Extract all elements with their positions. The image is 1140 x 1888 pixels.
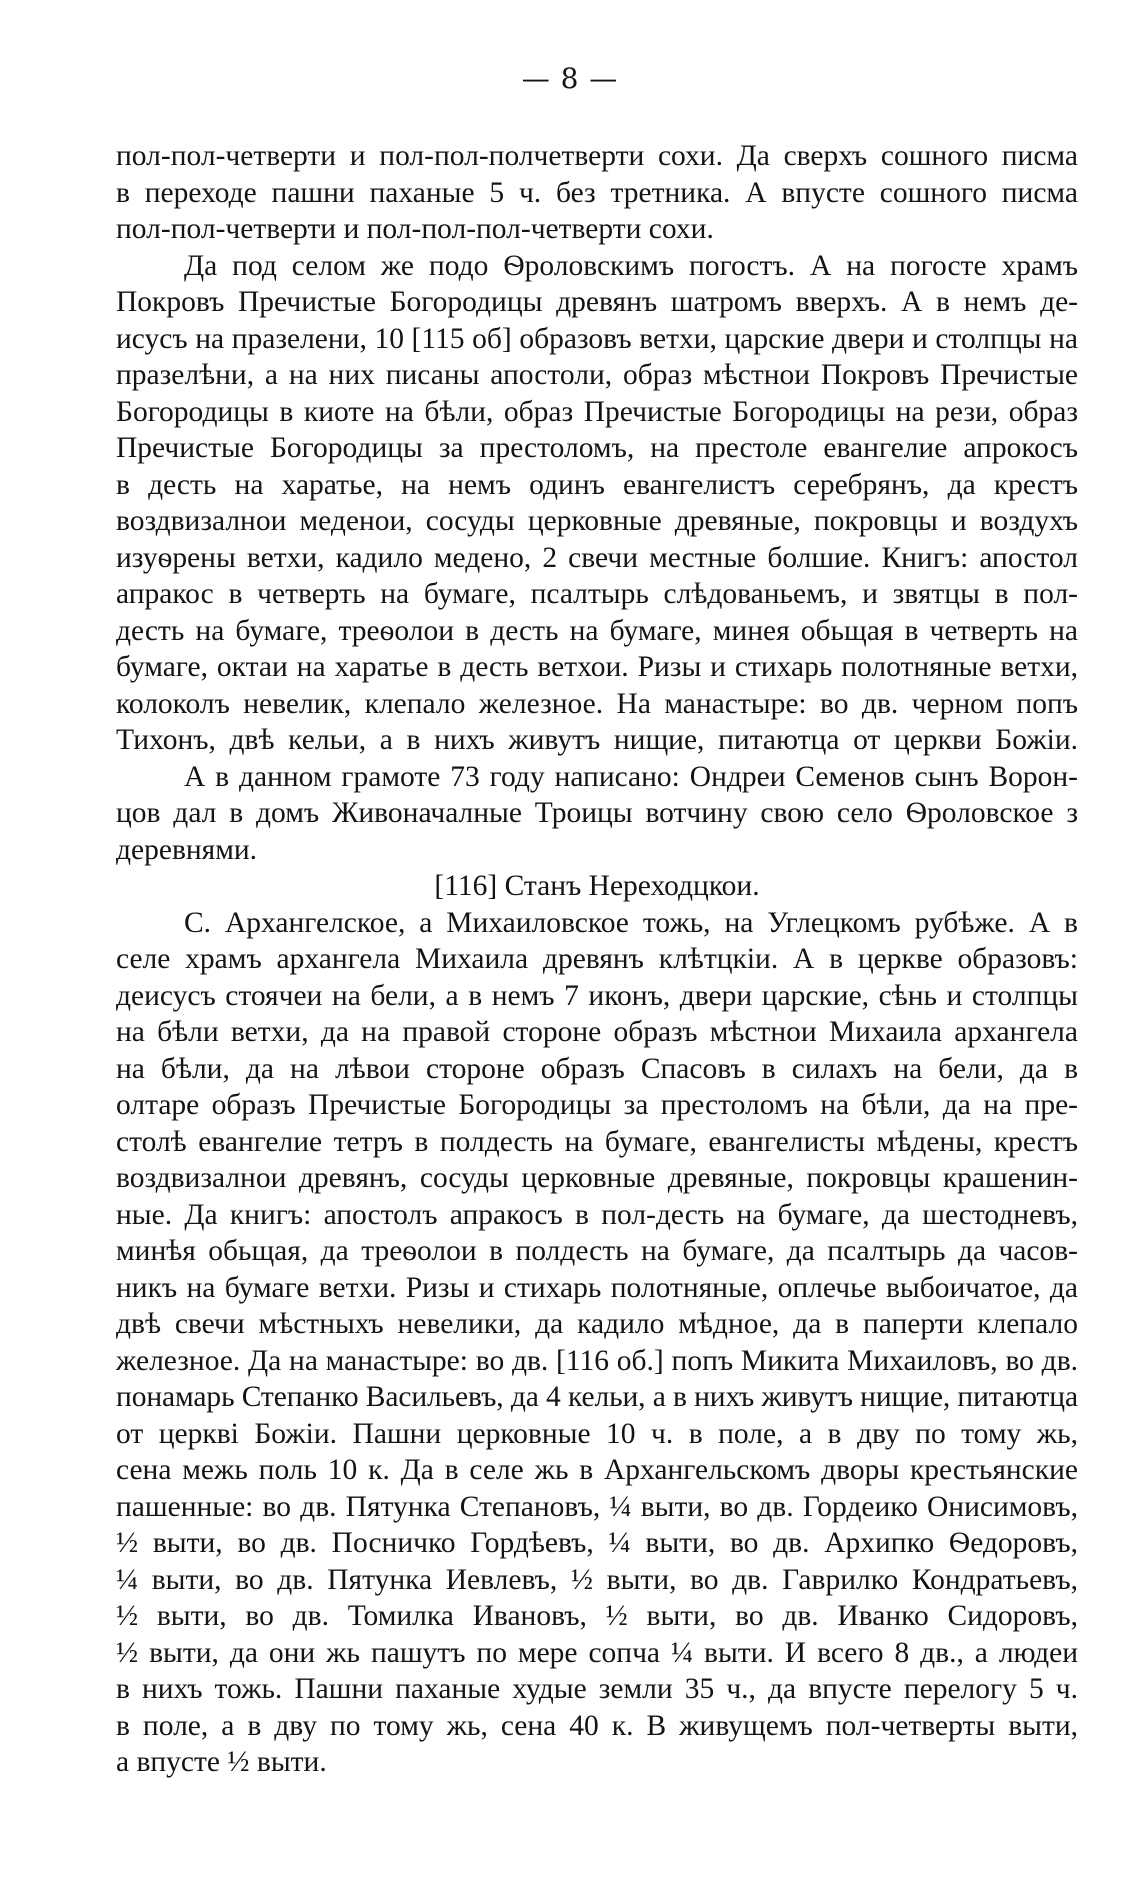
- text-line: ½ выти, да они жь пашутъ по мере сопча ¼ выти. И всего 8 дв., а людеи: [116, 1636, 1078, 1669]
- text-line: селе храмъ архангела Михаила древянъ клѣтцкiи. А в церкве образовъ:: [116, 943, 1078, 975]
- text-line: изуѳрены ветхи, кадило медено, 2 свечи местные болшие. Книгъ: апостол: [116, 541, 1078, 574]
- text-line: в десть на харатье, на немъ одинъ евангелистъ серебрянъ, да крестъ: [116, 468, 1078, 501]
- text-line: десть на бумаге, треѳолои в десть на бумаге, минея обьщая в четверть на: [116, 614, 1078, 647]
- text-line: понамарь Степанко Васильевъ, да 4 кельи, а в нихъ живутъ нищие, питаютца: [116, 1381, 1078, 1413]
- text-line: столѣ евангелие тетръ в полдесть на бумаге, евангелисты мѣдены, крестъ: [116, 1125, 1078, 1158]
- text-line: а впусте ½ выти.: [116, 1746, 327, 1778]
- text-line: минѣя обьщая, да треѳолои в полдесть на бумаге, да псалтырь да часов-: [116, 1235, 1078, 1267]
- text-line: двѣ свечи мѣстныхъ невелики, да кадило мѣдное, да в паперти клепало: [116, 1308, 1078, 1340]
- text-line: никъ на бумаге ветхи. Ризы и стихарь полотняные, оплечье выбоичатое, да: [116, 1271, 1078, 1304]
- text-line: Покровъ Пречистые Богородицы древянъ шатромъ вверхъ. А в немъ де-: [116, 286, 1078, 318]
- text-line: апракос в четверть на бумаге, псалтырь слѣдованьемъ, и звятцы в пол-: [116, 578, 1078, 610]
- text-line: воздвизалнои меденои, сосуды церковные древяные, покровцы и воздухъ: [116, 505, 1078, 537]
- text-line: от церквi Божiи. Пашни церковные 10 ч. в поле, а в дву по тому жь,: [116, 1417, 1078, 1450]
- text-line: деревнями.: [116, 833, 258, 866]
- text-line: Богородицы в киоте на бѣли, образ Пречистые Богородицы на рези, образ: [116, 395, 1078, 428]
- text-line: пол-пол-четверти и пол-пол-пол-четверти сохи.: [116, 213, 714, 245]
- text-line: ½ выти, во дв. Посничко Гордѣевъ, ¼ выти, во дв. Архипко Ѳедоровъ,: [116, 1527, 1078, 1559]
- text-line: в поле, а в дву по тому жь, сена 40 к. В живущемъ пол-четверты выти,: [116, 1709, 1078, 1742]
- text-line: исусъ на празелени, 10 [115 об] образовъ ветхи, царские двери и столпцы на: [116, 322, 1078, 355]
- text-line: ½ выти, во дв. Томилка Ивановъ, ½ выти, во дв. Иванко Сидоровъ,: [116, 1600, 1078, 1632]
- text-line: сена межь поль 10 к. Да в селе жь в Архангельскомъ дворы крестьянские: [116, 1454, 1078, 1486]
- text-line: на бѣли, да на лѣвои стороне образъ Спасовъ в силахъ на бели, да в: [116, 1052, 1078, 1085]
- page-text: [116, 138, 1078, 1781]
- text-line: в нихъ тожь. Пашни паханые худые земли 35 ч., да впусте перелогу 5 ч.: [116, 1673, 1078, 1705]
- text-line: Пречистые Богородицы за престоломъ, на престоле евангелие апрокосъ: [116, 432, 1078, 464]
- text-line: колоколъ невелик, клепало железное. На манастыре: во дв. черном попъ: [116, 687, 1078, 720]
- text-line: Тихонъ, двѣ кельи, а в нихъ живутъ нищие, питаютца от церкви Божiи.: [116, 724, 1078, 756]
- text-line: деисусъ стоячеи на бели, а в немъ 7 иконъ, двери царские, сѣнь и столпцы: [116, 979, 1078, 1012]
- page-number: — 8 —: [521, 62, 619, 95]
- text-line: воздвизалнои древянъ, сосуды церковные древяные, покровцы крашенин-: [116, 1162, 1078, 1194]
- text-line: Да под селом же подо Ѳроловскимъ погостъ. А на погосте храмъ: [184, 249, 1078, 282]
- text-line: ные. Да книгъ: апостолъ апракосъ в пол-десть на бумаге, да шестодневъ,: [116, 1198, 1078, 1231]
- text-line: олтаре образъ Пречистые Богородицы за престоломъ на бѣли, да на пре-: [116, 1089, 1078, 1121]
- text-line: бумаге, октаи на харатье в десть ветхои. Ризы и стихарь полотняные ветхи,: [116, 651, 1078, 683]
- text-line: А в данном грамоте 73 году написано: Ондреи Семенов сынъ Ворон-: [184, 760, 1078, 793]
- text-line: празелѣни, а на них писаны апостоли, образ мѣстнои Покровъ Пречистые: [116, 359, 1078, 391]
- text-line: С. Архангелское, а Михаиловское тожь, на Углецкомъ рубѣже. А в: [184, 906, 1078, 939]
- text-line: ¼ выти, во дв. Пятунка Иевлевъ, ½ выти, во дв. Гаврилко Кондратьевъ,: [116, 1563, 1078, 1596]
- text-line: цов дал в домъ Живоначалные Троицы вотчину свою село Ѳроловское з: [116, 797, 1078, 829]
- text-line: железное. Да на манастыре: во дв. [116 об.] попъ Микита Михаиловъ, во дв.: [116, 1344, 1078, 1377]
- text-line: на бѣли ветхи, да на правой стороне образъ мѣстнои Михаила архангела: [116, 1016, 1078, 1048]
- text-line: пол-пол-четверти и пол-пол-полчетверти сохи. Да сверхъ сошного писма: [116, 140, 1078, 172]
- text-line: пашенные: во дв. Пятунка Степановъ, ¼ выти, во дв. Гордеико Онисимовъ,: [116, 1490, 1078, 1523]
- text-line: в переходе пашни паханые 5 ч. без третника. А впусте сошного писма: [116, 176, 1078, 209]
- section-heading: [116] Станъ Нереходцкои.: [434, 870, 760, 902]
